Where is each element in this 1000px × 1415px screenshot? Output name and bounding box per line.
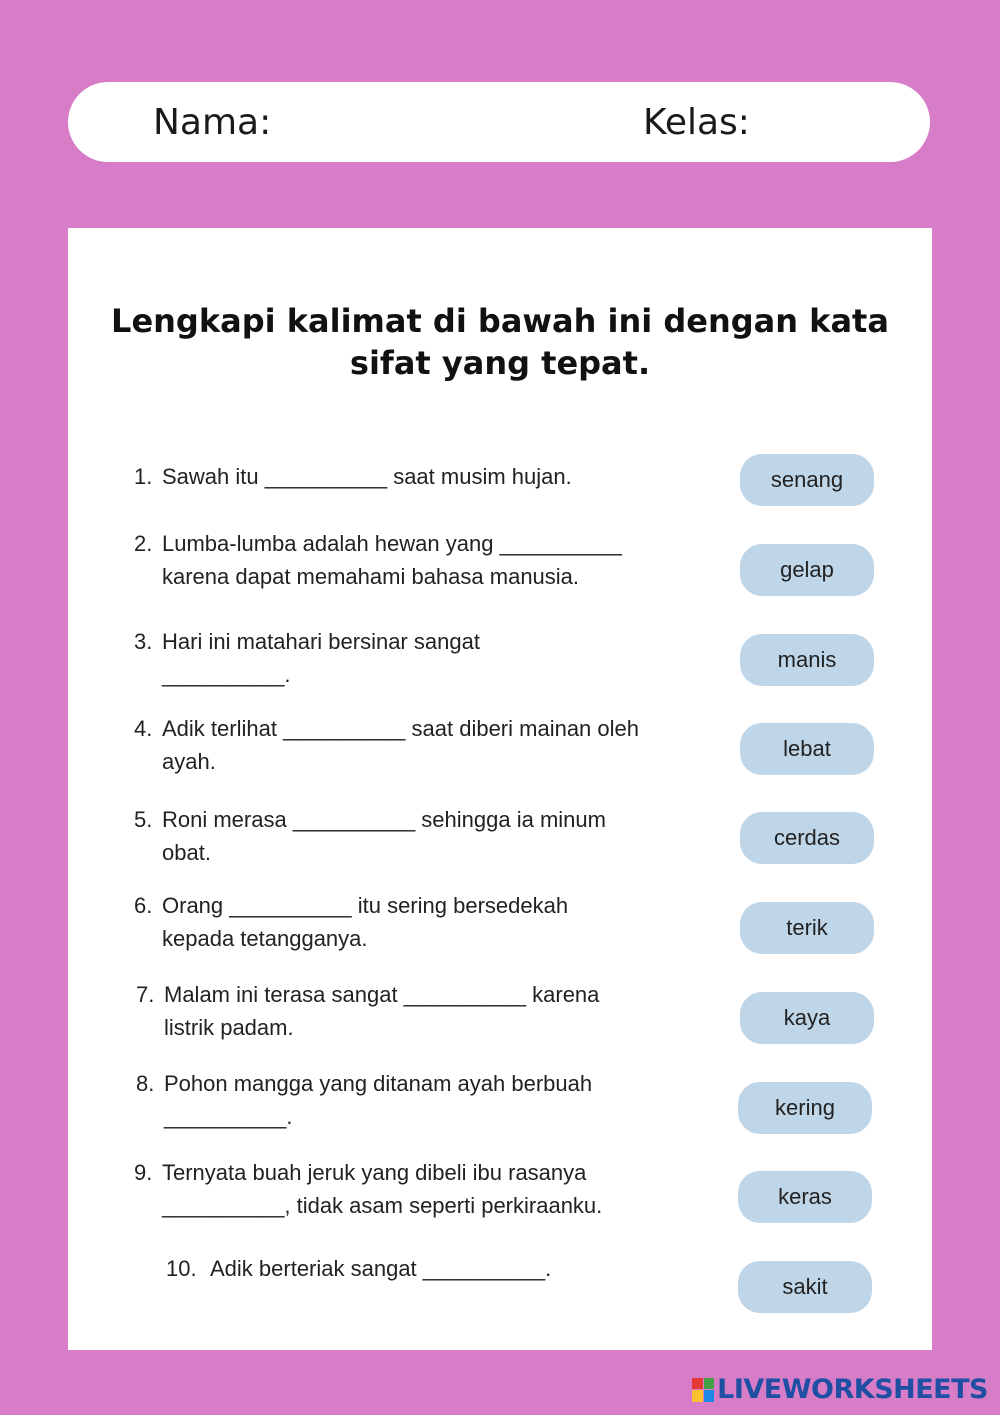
question-text-cont: __________. (164, 1104, 293, 1129)
class-label: Kelas: (643, 102, 750, 143)
page-title: Lengkapi kalimat di bawah ini dengan kata sifat yang tepat. (111, 302, 889, 382)
question-text-cont: kepada tetangganya. (162, 926, 368, 951)
question-text: Ternyata buah jeruk yang dibeli ibu rasanya (162, 1160, 587, 1185)
word-chip-gelap[interactable]: gelap (740, 544, 874, 596)
question-1 (134, 460, 722, 493)
question-number: 10. (166, 1256, 197, 1281)
question-7 (136, 978, 724, 1044)
question-5 (134, 803, 722, 869)
question-text-cont: karena dapat memahami bahasa manusia. (162, 564, 580, 589)
question-text: Hari ini matahari bersinar sangat (162, 629, 480, 654)
question-number: 4. (134, 716, 153, 741)
worksheet-card (68, 228, 932, 1350)
question-text: Adik terlihat __________ saat diberi mainan oleh (162, 716, 639, 741)
word-chip-terik[interactable]: terik (740, 902, 874, 954)
name-label: Nama: (153, 102, 272, 143)
question-text: Roni merasa __________ sehingga ia minum (162, 807, 606, 832)
liveworksheets-brand (692, 1374, 988, 1405)
question-text: Lumba-lumba adalah hewan yang __________ (162, 531, 622, 556)
question-number: 8. (136, 1071, 155, 1096)
question-4 (134, 712, 722, 778)
question-text-cont: ayah. (162, 749, 216, 774)
word-chip-cerdas[interactable]: cerdas (740, 812, 874, 864)
question-text-cont: __________. (162, 662, 291, 687)
brand-name: LIVEWORKSHEETS (717, 1374, 988, 1405)
word-chip-keras[interactable]: keras (738, 1171, 872, 1223)
question-9 (134, 1156, 722, 1222)
question-number: 2. (134, 531, 153, 556)
word-chip-manis[interactable]: manis (740, 634, 874, 686)
word-chip-kaya[interactable]: kaya (740, 992, 874, 1044)
question-2 (134, 527, 722, 593)
word-chip-senang[interactable]: senang (740, 454, 874, 506)
question-number: 1. (134, 464, 153, 489)
question-text: Adik berteriak sangat __________. (210, 1256, 552, 1281)
question-text-cont: obat. (162, 840, 211, 865)
question-10 (166, 1252, 770, 1285)
question-number: 9. (134, 1160, 153, 1185)
question-6 (134, 889, 722, 955)
question-text-cont: __________, tidak asam seperti perkiraanku. (162, 1193, 603, 1218)
question-number: 5. (134, 807, 153, 832)
question-8 (136, 1067, 724, 1133)
question-number: 3. (134, 629, 153, 654)
question-text: Sawah itu __________ saat musim hujan. (162, 464, 572, 489)
question-3 (134, 625, 722, 691)
question-text-cont: listrik padam. (164, 1015, 294, 1040)
header-bar (68, 82, 930, 162)
word-chip-kering[interactable]: kering (738, 1082, 872, 1134)
word-chip-lebat[interactable]: lebat (740, 723, 874, 775)
question-number: 6. (134, 893, 153, 918)
question-text: Pohon mangga yang ditanam ayah berbuah (164, 1071, 593, 1096)
question-text: Orang __________ itu sering bersedekah (162, 893, 569, 918)
liveworksheets-logo-icon (692, 1378, 714, 1402)
question-number: 7. (136, 982, 155, 1007)
question-text: Malam ini terasa sangat __________ karena (164, 982, 600, 1007)
word-chip-sakit[interactable]: sakit (738, 1261, 872, 1313)
